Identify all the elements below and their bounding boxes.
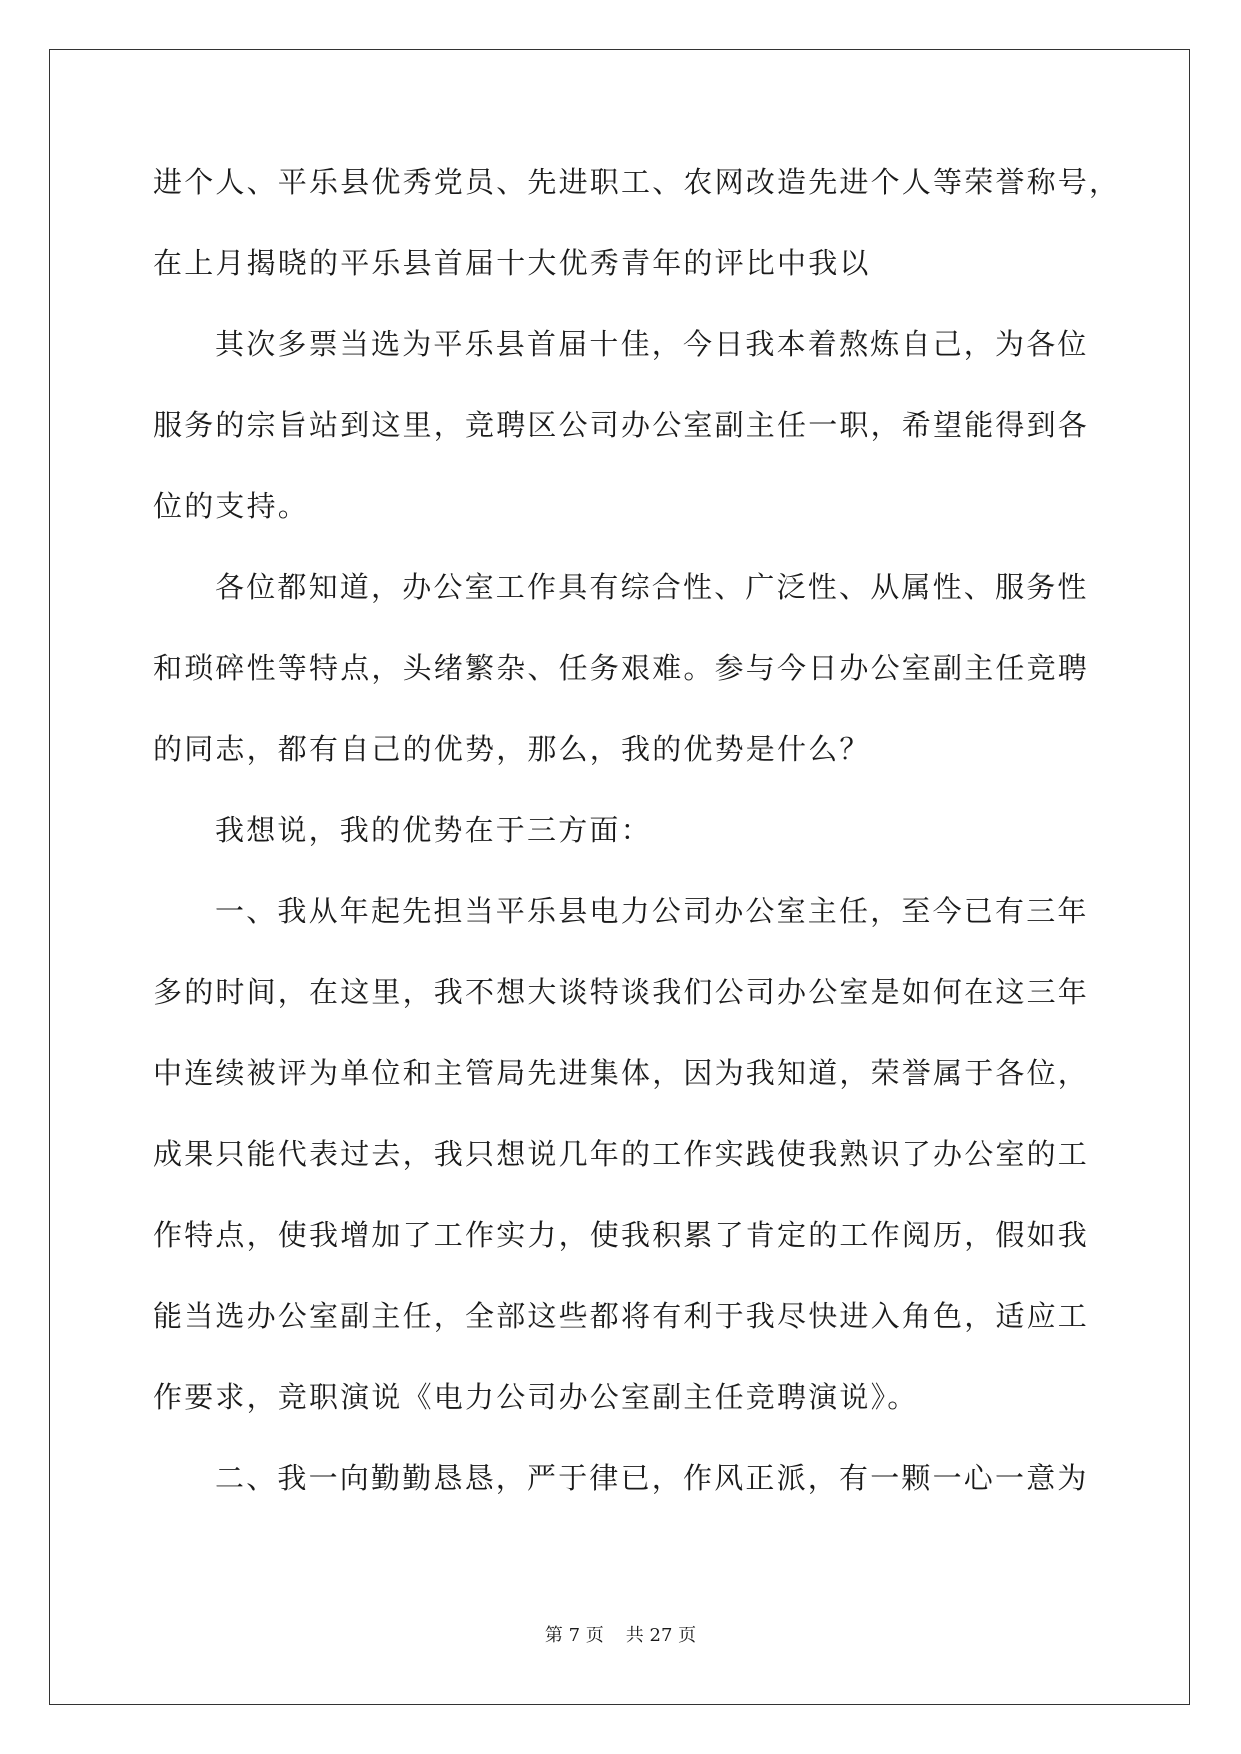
page-total: 共 27 页 bbox=[625, 1625, 697, 1646]
text-line: 多的时间，在这里，我不想大谈特谈我们公司办公室是如何在这三年 bbox=[153, 975, 1090, 1009]
text-line: 一、我从年起先担当平乐县电力公司办公室主任，至今已有三年 bbox=[215, 894, 1089, 928]
text-line: 服务的宗旨站到这里，竞聘区公司办公室副主任一职，希望能得到各 bbox=[153, 408, 1090, 442]
page-number: 第 7 页 bbox=[544, 1625, 604, 1646]
text-line: 中连续被评为单位和主管局先进集体，因为我知道，荣誉属于各位， bbox=[153, 1056, 1090, 1090]
text-line: 我想说，我的优势在于三方面： bbox=[215, 813, 652, 847]
text-line: 在上月揭晓的平乐县首届十大优秀青年的评比中我以 bbox=[153, 246, 871, 280]
text-line: 各位都知道，办公室工作具有综合性、广泛性、从属性、服务性 bbox=[215, 570, 1089, 604]
text-line: 能当选办公室副主任，全部这些都将有利于我尽快进入角色，适应工 bbox=[153, 1299, 1090, 1333]
text-line: 作要求，竞职演说《电力公司办公室副主任竞聘演说》。 bbox=[153, 1380, 919, 1414]
text-line: 的同志，都有自己的优势，那么，我的优势是什么？ bbox=[153, 732, 871, 766]
text-line: 成果只能代表过去，我只想说几年的工作实践使我熟识了办公室的工 bbox=[153, 1137, 1090, 1171]
text-line: 作特点，使我增加了工作实力，使我积累了肯定的工作阅历，假如我 bbox=[153, 1218, 1090, 1252]
text-line: 二、我一向勤勤恳恳，严于律已，作风正派，有一颗一心一意为 bbox=[215, 1461, 1089, 1495]
text-line: 和琐碎性等特点，头绪繁杂、任务艰难。参与今日办公室副主任竞聘 bbox=[153, 651, 1090, 685]
text-line: 位的支持。 bbox=[153, 489, 310, 523]
page-footer bbox=[0, 1624, 1241, 1648]
document-body bbox=[153, 162, 1121, 1539]
text-line: 进个人、平乐县优秀党员、先进职工、农网改造先进个人等荣誉称号， bbox=[153, 165, 1121, 199]
text-line: 其次多票当选为平乐县首届十佳，今日我本着熬炼自己，为各位 bbox=[215, 327, 1089, 361]
